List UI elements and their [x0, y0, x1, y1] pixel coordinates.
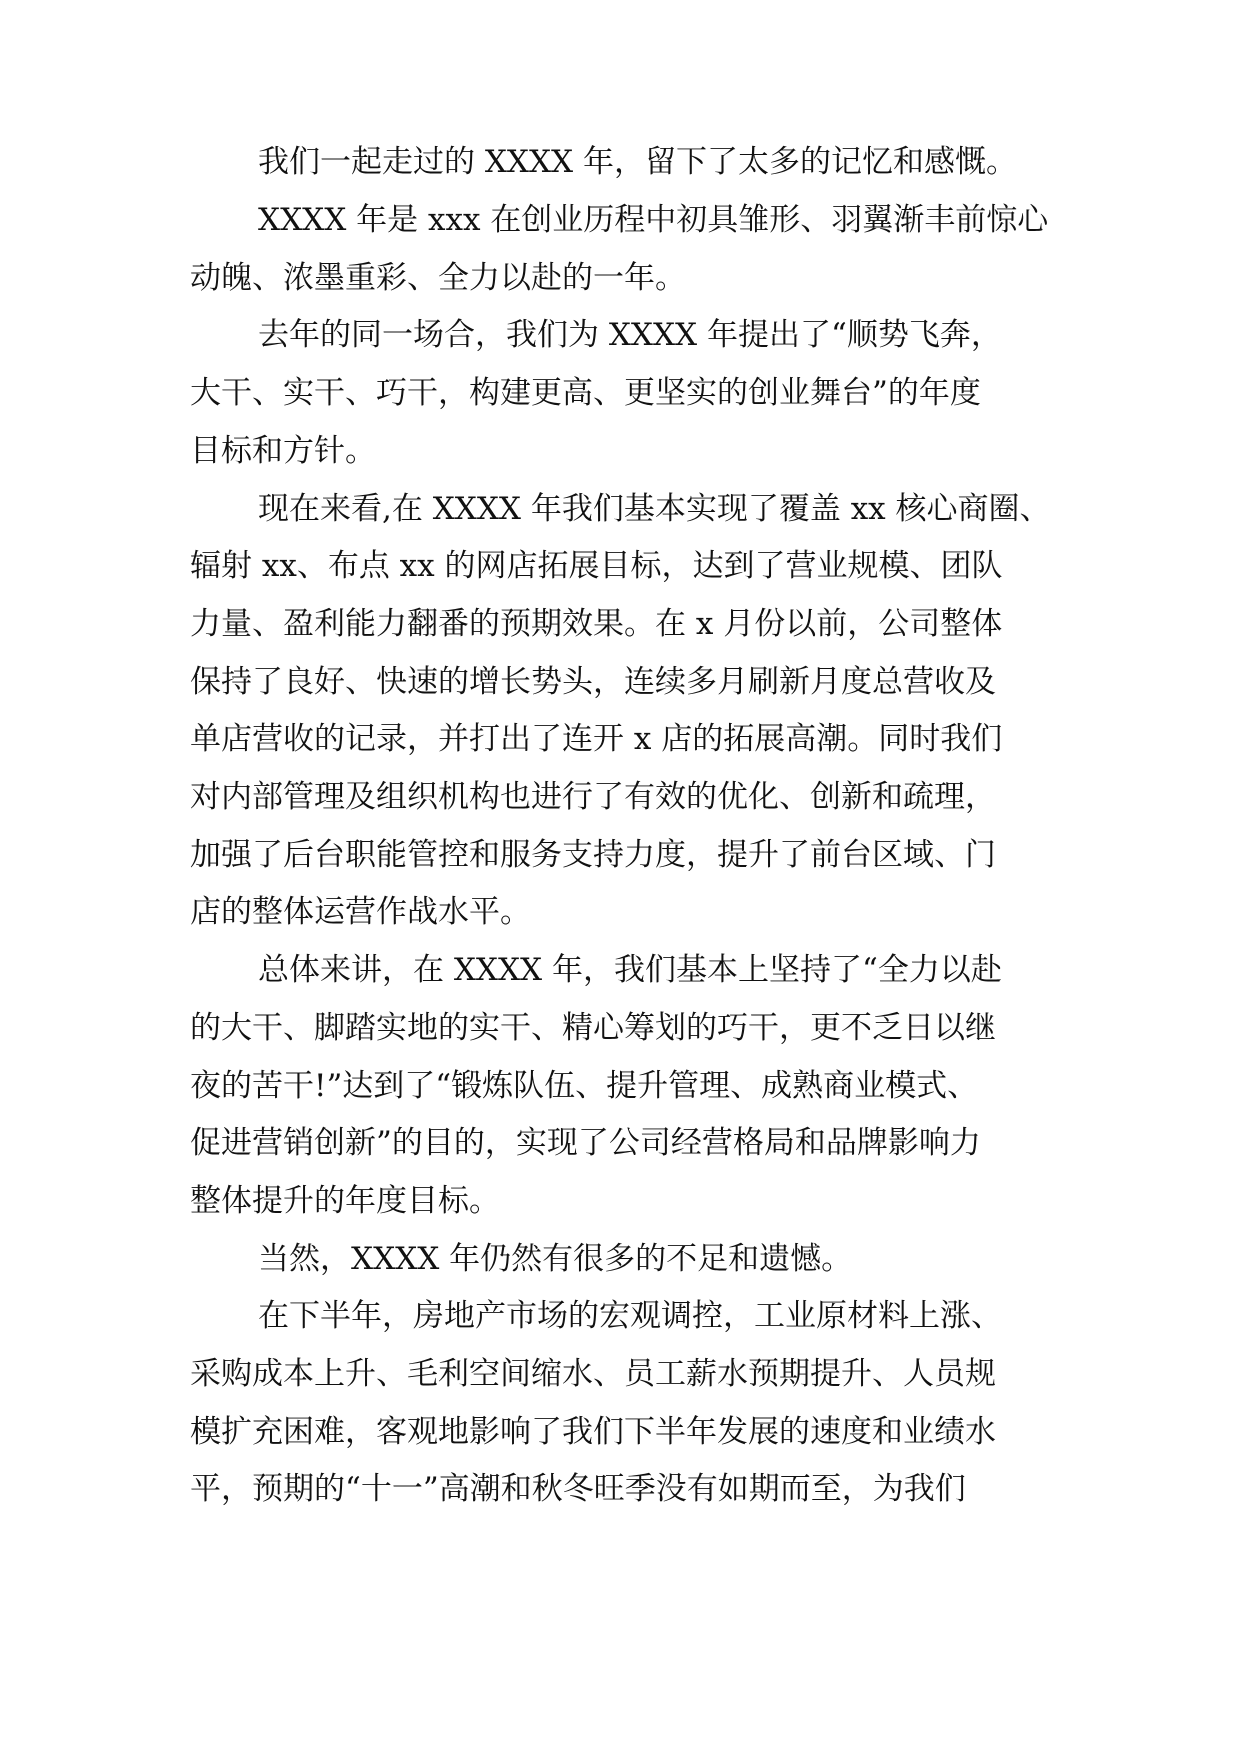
text-line: 去年的同一场合，我们为 XXXX 年提出了“顺势飞奔， [258, 317, 1002, 353]
text-line: 夜的苦干!”达到了“锻炼队伍、提升管理、成熟商业模式、 [190, 1068, 979, 1104]
text-line: 单店营收的记录，并打出了连开 x 店的拓展高潮。同时我们 [190, 721, 1003, 757]
text-line: 整体提升的年度目标。 [190, 1183, 500, 1219]
text-line: 现在来看,在 XXXX 年我们基本实现了覆盖 xx 核心商圈、 [258, 491, 1051, 527]
text-line: 采购成本上升、毛利空间缩水、员工薪水预期提升、人员规 [190, 1356, 996, 1392]
text-line: 店的整体运营作战水平。 [190, 894, 531, 930]
text-line: 力量、盈利能力翻番的预期效果。在 x 月份以前，公司整体 [190, 606, 1003, 642]
text-line: 我们一起走过的 XXXX 年，留下了太多的记忆和感慨。 [258, 144, 1017, 180]
text-line: 当然，XXXX 年仍然有很多的不足和遗憾。 [258, 1241, 853, 1277]
text-line: 总体来讲，在 XXXX 年，我们基本上坚持了“全力以赴 [258, 952, 1002, 988]
text-line: 动魄、浓墨重彩、全力以赴的一年。 [190, 260, 686, 296]
text-line: 目标和方针。 [190, 433, 376, 469]
text-line: 加强了后台职能管控和服务支持力度，提升了前台区域、门 [190, 837, 996, 873]
text-line: 的大干、脚踏实地的实干、精心筹划的巧干，更不乏日以继 [190, 1010, 996, 1046]
text-line: 辐射 xx、布点 xx 的网店拓展目标，达到了营业规模、团队 [190, 548, 1003, 584]
text-line: 模扩充困难，客观地影响了我们下半年发展的速度和业绩水 [190, 1414, 996, 1450]
text-line: XXXX 年是 xxx 在创业历程中初具雏形、羽翼渐丰前惊心 [258, 202, 1049, 238]
text-line: 保持了良好、快速的增长势头，连续多月刷新月度总营收及 [190, 664, 996, 700]
text-line: 大干、实干、巧干，构建更高、更坚实的创业舞台”的年度 [190, 375, 981, 411]
text-line: 促进营销创新”的目的，实现了公司经营格局和品牌影响力 [190, 1125, 981, 1161]
text-line: 对内部管理及组织机构也进行了有效的优化、创新和疏理， [190, 779, 996, 815]
text-line: 在下半年，房地产市场的宏观调控，工业原材料上涨、 [258, 1298, 1002, 1334]
text-line: 平，预期的“十一”高潮和秋冬旺季没有如期而至，为我们 [190, 1471, 966, 1507]
